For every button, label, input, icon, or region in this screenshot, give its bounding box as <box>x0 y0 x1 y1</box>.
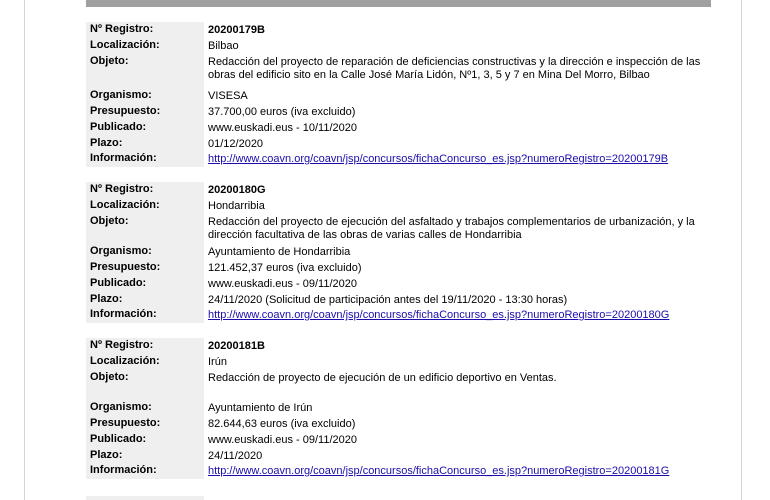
organismo-label: Organismo: <box>86 400 204 416</box>
objeto-row <box>86 54 711 88</box>
plazo-row <box>86 136 711 151</box>
plazo-value: 01/12/2020 <box>208 138 264 150</box>
localizacion-value: Hondarribia <box>208 200 265 212</box>
informacion-row <box>86 463 711 479</box>
objeto-value: Redacción del proyecto de reparación de deficiencias constructivas y la dirección e inspección de las obras del edificio sito en la Calle José María Lidón, Nº1, 3, 5 y 7 en Mina Del Morro, Bilbao <box>208 56 701 81</box>
organismo-label: Organismo: <box>86 88 204 104</box>
organismo-row <box>86 88 711 104</box>
registro-label: Nº Registro: <box>86 182 204 198</box>
objeto-row <box>86 214 711 244</box>
informacion-label: Información: <box>86 307 204 323</box>
publicado-value: www.euskadi.eus - 10/11/2020 <box>208 122 357 134</box>
informacion-link[interactable]: http://www.coavn.org/coavn/jsp/concursos/fichaConcurso_es.jsp?numeroRegistro=20200179B <box>208 153 669 165</box>
tender-list <box>86 22 711 494</box>
presupuesto-row <box>86 416 711 432</box>
presupuesto-row <box>86 260 711 276</box>
presupuesto-label: Presupuesto: <box>86 416 204 432</box>
presupuesto-row <box>86 104 711 120</box>
presupuesto-label: Presupuesto: <box>86 104 204 120</box>
publicado-label: Publicado: <box>86 432 204 448</box>
informacion-row <box>86 151 711 167</box>
organismo-value: Ayuntamiento de Hondarribia <box>208 246 351 258</box>
plazo-row <box>86 292 711 307</box>
organismo-row <box>86 400 711 416</box>
localizacion-label: Localización: <box>86 198 204 214</box>
localizacion-row <box>86 198 711 214</box>
informacion-link[interactable]: http://www.coavn.org/coavn/jsp/concursos/fichaConcurso_es.jsp?numeroRegistro=20200180G <box>208 309 670 321</box>
organismo-value: Ayuntamiento de Irún <box>208 402 313 414</box>
registro-row <box>86 338 711 354</box>
objeto-label: Objeto: <box>86 370 204 400</box>
registro-label: Nº Registro: <box>86 22 204 38</box>
next-record-label-cell <box>86 496 204 500</box>
presupuesto-value: 37.700,00 euros (iva excluido) <box>208 106 356 118</box>
informacion-label: Información: <box>86 151 204 167</box>
objeto-value: Redacción del proyecto de ejecución del asfaltado y trabajos complementarios de urbanización, y la dirección facultativa de las obras de varias calles de Hondarribia <box>208 216 695 241</box>
registro-value: 20200181B <box>208 340 265 352</box>
objeto-value: Redacción de proyecto de ejecución de un edificio deportivo en Ventas. <box>208 372 557 384</box>
objeto-label: Objeto: <box>86 54 204 88</box>
informacion-row <box>86 307 711 323</box>
registro-row <box>86 22 711 38</box>
registro-label: Nº Registro: <box>86 338 204 354</box>
publicado-label: Publicado: <box>86 276 204 292</box>
tender-record <box>86 182 711 323</box>
plazo-value: 24/11/2020 <box>208 450 263 462</box>
localizacion-value: Bilbao <box>208 40 239 52</box>
presupuesto-value: 121.452,37 euros (iva excluido) <box>208 262 362 274</box>
publicado-row <box>86 276 711 292</box>
plazo-label: Plazo: <box>86 136 204 151</box>
registro-row <box>86 182 711 198</box>
presupuesto-label: Presupuesto: <box>86 260 204 276</box>
localizacion-row <box>86 354 711 370</box>
localizacion-label: Localización: <box>86 354 204 370</box>
tender-record <box>86 338 711 479</box>
registro-value: 20200179B <box>208 24 265 36</box>
plazo-row <box>86 448 711 463</box>
localizacion-row <box>86 38 711 54</box>
informacion-link[interactable]: http://www.coavn.org/coavn/jsp/concursos/fichaConcurso_es.jsp?numeroRegistro=20200181G <box>208 465 670 477</box>
organismo-row <box>86 244 711 260</box>
presupuesto-value: 82.644,63 euros (iva excluido) <box>208 418 356 430</box>
publicado-value: www.euskadi.eus - 09/11/2020 <box>208 434 357 446</box>
publicado-row <box>86 432 711 448</box>
registro-value: 20200180G <box>208 184 266 196</box>
objeto-row <box>86 370 711 400</box>
objeto-label: Objeto: <box>86 214 204 244</box>
publicado-row <box>86 120 711 136</box>
organismo-label: Organismo: <box>86 244 204 260</box>
tender-record <box>86 22 711 167</box>
plazo-value: 24/11/2020 (Solicitud de participación antes del 19/11/2020 - 13:30 horas) <box>208 294 568 306</box>
informacion-label: Información: <box>86 463 204 479</box>
localizacion-label: Localización: <box>86 38 204 54</box>
localizacion-value: Irún <box>208 356 227 368</box>
publicado-label: Publicado: <box>86 120 204 136</box>
plazo-label: Plazo: <box>86 292 204 307</box>
organismo-value: VISESA <box>208 90 248 102</box>
plazo-label: Plazo: <box>86 448 204 463</box>
publicado-value: www.euskadi.eus - 09/11/2020 <box>208 278 357 290</box>
top-divider-bar <box>86 0 711 7</box>
